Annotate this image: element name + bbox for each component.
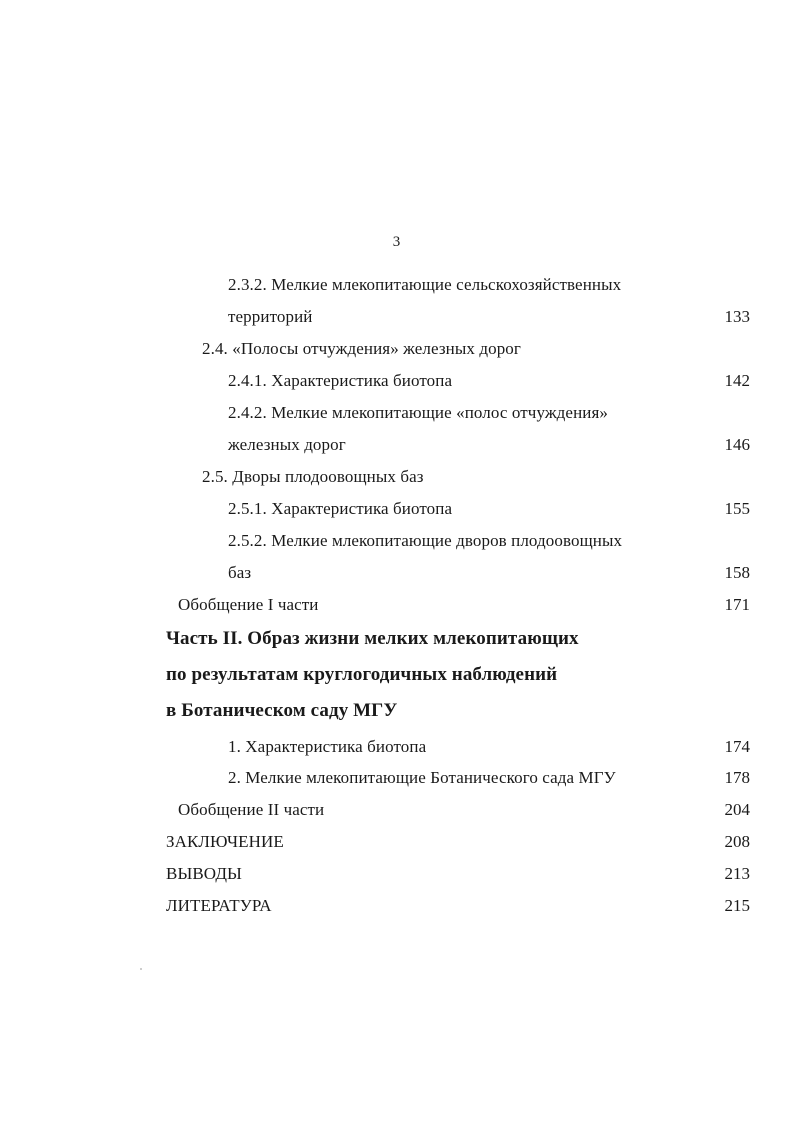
scan-speck <box>140 968 142 970</box>
toc-entry-2-4-2-continued: железных дорог <box>228 435 346 454</box>
toc-page-number: 178 <box>724 768 750 787</box>
toc-entry-2-5-2: 2.5.2. Мелкие млекопитающие дворов плодоовощных <box>228 531 623 550</box>
part-2-heading-line-1: Часть II. Образ жизни мелких млекопитающих <box>166 628 579 649</box>
toc-entry-2-3-2: 2.3.2. Мелкие млекопитающие сельскохозяйственных <box>228 275 622 294</box>
toc-entry-2-5-1: 2.5.1. Характеристика биотопа <box>228 499 453 518</box>
part-2-heading-line-3: в Ботаническом саду МГУ <box>166 700 398 721</box>
toc-page-number: 204 <box>724 800 750 819</box>
toc-entry-summary-part-1: Обобщение I части <box>178 595 319 614</box>
toc-page-number: 146 <box>724 435 750 454</box>
toc-page-number: 215 <box>724 896 750 915</box>
toc-page-number: 142 <box>724 371 750 390</box>
toc-page-number: 174 <box>724 737 750 756</box>
toc-entry-2-5: 2.5. Дворы плодоовощных баз <box>202 467 424 486</box>
toc-entry-1: 1. Характеристика биотопа <box>228 737 427 756</box>
toc-entry-conclusion: ЗАКЛЮЧЕНИЕ <box>166 832 284 851</box>
toc-page-number: 155 <box>724 499 750 518</box>
toc-entry-2: 2. Мелкие млекопитающие Ботанического сада МГУ <box>228 768 616 787</box>
toc-entry-summary-part-2: Обобщение II части <box>178 800 325 819</box>
toc-entry-literature: ЛИТЕРАТУРА <box>166 896 272 915</box>
toc-entry-2-5-2-continued: баз <box>228 563 252 582</box>
page-number: 3 <box>392 234 401 250</box>
toc-page-number: 171 <box>724 595 750 614</box>
toc-page-number: 208 <box>724 832 750 851</box>
toc-page-number: 158 <box>724 563 750 582</box>
toc-entry-2-4-1: 2.4.1. Характеристика биотопа <box>228 371 453 390</box>
toc-entry-2-4: 2.4. «Полосы отчуждения» железных дорог <box>202 339 521 358</box>
toc-entry-2-4-2: 2.4.2. Мелкие млекопитающие «полос отчуждения» <box>228 403 608 422</box>
toc-entry-findings: ВЫВОДЫ <box>166 864 242 883</box>
toc-entry-2-3-2-continued: территорий <box>228 307 313 326</box>
toc-page-number: 133 <box>724 307 750 326</box>
part-2-heading-line-2: по результатам круглогодичных наблюдений <box>166 664 558 685</box>
toc-page-number: 213 <box>724 864 750 883</box>
